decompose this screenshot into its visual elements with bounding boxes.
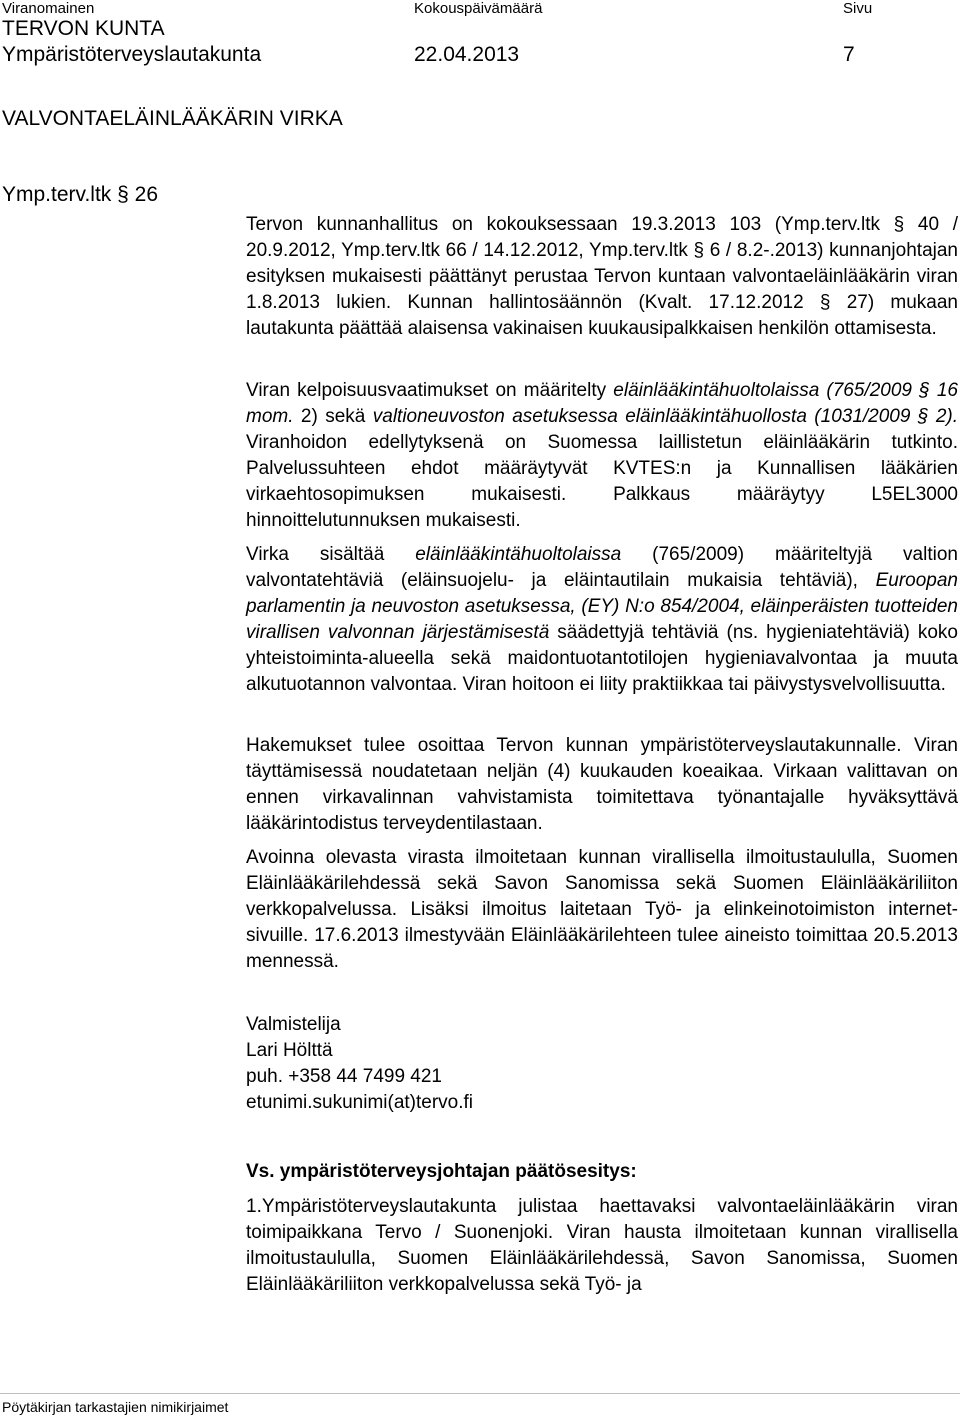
text-run: Viran kelpoisuusvaatimukset on määritelty: [246, 380, 614, 401]
section-reference: Ymp.terv.ltk § 26: [2, 183, 159, 206]
text-run-italic: eläinlääkintähuoltolaissa: [415, 544, 622, 565]
footer-initials-label: Pöytäkirjan tarkastajien nimikirjaimet: [2, 1399, 229, 1415]
paragraph-applications: [246, 733, 958, 837]
contact-phone: puh. +358 44 7499 421: [246, 1066, 442, 1087]
header-org: TERVON KUNTA: [2, 17, 165, 40]
paragraph-qualifications: [246, 378, 958, 534]
paragraph-text: Tervon kunnanhallitus on kokouksessaan 19.3.2013 103 (Ymp.terv.ltk § 40 / 20.9.2012, Ymp.terv.ltk 66 / 14.12.2012, Ymp.terv.ltk § 6 / 8.2-.2013) kunnanjohtajan esityksen mukaisesti päättänyt perustaa Tervon kuntaan valvontaeläinlääkärin viran 1.8.2013 lukien. Kunnan hallintosäännön (Kvalt. 17.12.2012 § 27) mukaan lautakunta päättää alaisensa vakinaisen kuukausipalkkaisen henkilön ottamisesta.: [246, 214, 958, 339]
header-label-page: Sivu: [843, 0, 873, 17]
paragraph-text: 1.Ympäristöterveyslautakunta julistaa haettavaksi valvontaeläinlääkärin viran toimipaikkana Tervo / Suonenjoki. Viran hausta ilmoitetaan kunnan virallisella ilmoitustaululla, Suomen Eläinlääkärilehdessä, Savon Sanomissa, Suomen Eläinlääkäriliiton verkkopalvelussa sekä Työ- ja: [246, 1196, 958, 1295]
header-label-authority: Viranomainen: [2, 0, 95, 17]
text-run: Virka sisältää: [246, 544, 416, 565]
header-committee: Ympäristöterveyslautakunta: [2, 43, 262, 66]
text-run: Viranhoidon edellytyksenä on Suomessa laillistetun eläinlääkärin tutkinto. Palvelussuhteen ehdot määräytyvät KVTES:n ja Kunnallisen lääkärien virkaehtosopimuksen mukaisesti. Palkkaus määräytyy L5EL3000 hinnoittelutunnuksen mukaisesti.: [246, 432, 958, 531]
paragraph-duties: [246, 542, 958, 698]
paragraph-text: Hakemukset tulee osoittaa Tervon kunnan ympäristöterveyslautakunnalle. Viran täyttämisessä noudatetaan neljän (4) kuukauden koeaikaa. Virkaan valittavan on ennen virkavalinnan vahvistamista toimitettava työnantajalle hyväksyttävä lääkärintodistus terveydentilastaan.: [246, 735, 958, 834]
text-run: säädettyjä tehtäviä (ns. hygieniatehtäviä) koko yhteistoiminta-alueella sekä maidontuotantotilojen hygieniavalvontaa ja muuta alkutuotannon valvontaa. Viran hoitoon ei liity praktiikkaa tai päivystysvelvollisuutta.: [246, 622, 958, 695]
text-run-italic: Euroopan parlamentin ja neuvoston asetuksessa, (EY) N:o 854/2004, eläinperäisten tuotteiden virallisen valvonnan järjestämisestä: [246, 570, 958, 643]
paragraph-background: [246, 212, 958, 342]
text-run: 2) sekä: [293, 406, 373, 427]
contact-email: etunimi.sukunimi(at)tervo.fi: [246, 1092, 474, 1113]
header-page-number: 7: [843, 43, 855, 66]
text-run: (765/2009) määriteltyjä valtion valvontatehtäviä (eläinsuojelu- ja eläintautilain mukaisia tehtäviä),: [246, 544, 958, 591]
proposal-title: Vs. ympäristöterveysjohtajan päätösesitys:: [246, 1161, 637, 1182]
text-run-italic: valtioneuvoston asetuksessa eläinlääkintähuollosta (1031/2009 § 2).: [372, 406, 958, 427]
contact-role: Valmistelija: [246, 1014, 341, 1035]
paragraph-text: [246, 378, 958, 534]
text-run-italic: eläinlääkintähuoltolaissa (765/2009 § 16 mom.: [246, 380, 958, 427]
contact-name: Lari Hölttä: [246, 1040, 333, 1061]
contact-block: [246, 1012, 473, 1116]
header-label-meeting-date: Kokouspäivämäärä: [414, 0, 543, 17]
paragraph-text: Avoinna olevasta virasta ilmoitetaan kunnan virallisella ilmoitustaululla, Suomen Eläinlääkärilehdessä sekä Savon Sanomissa sekä Suomen Eläinlääkäriliiton verkkopalvelussa. Lisäksi ilmoitus laitetaan Työ- ja elinkeinotoimiston internet-sivuille. 17.6.2013 ilmestyvään Eläinlääkärilehteen tulee aineisto toimittaa 20.5.2013 mennessä.: [246, 847, 958, 972]
paragraph-text: [246, 542, 958, 698]
paragraph-announcement: [246, 845, 958, 975]
document-heading: VALVONTAELÄINLÄÄKÄRIN VIRKA: [2, 107, 343, 130]
proposal-body: [246, 1194, 958, 1298]
header-date: 22.04.2013: [414, 43, 520, 66]
footer-divider: [0, 1393, 960, 1394]
